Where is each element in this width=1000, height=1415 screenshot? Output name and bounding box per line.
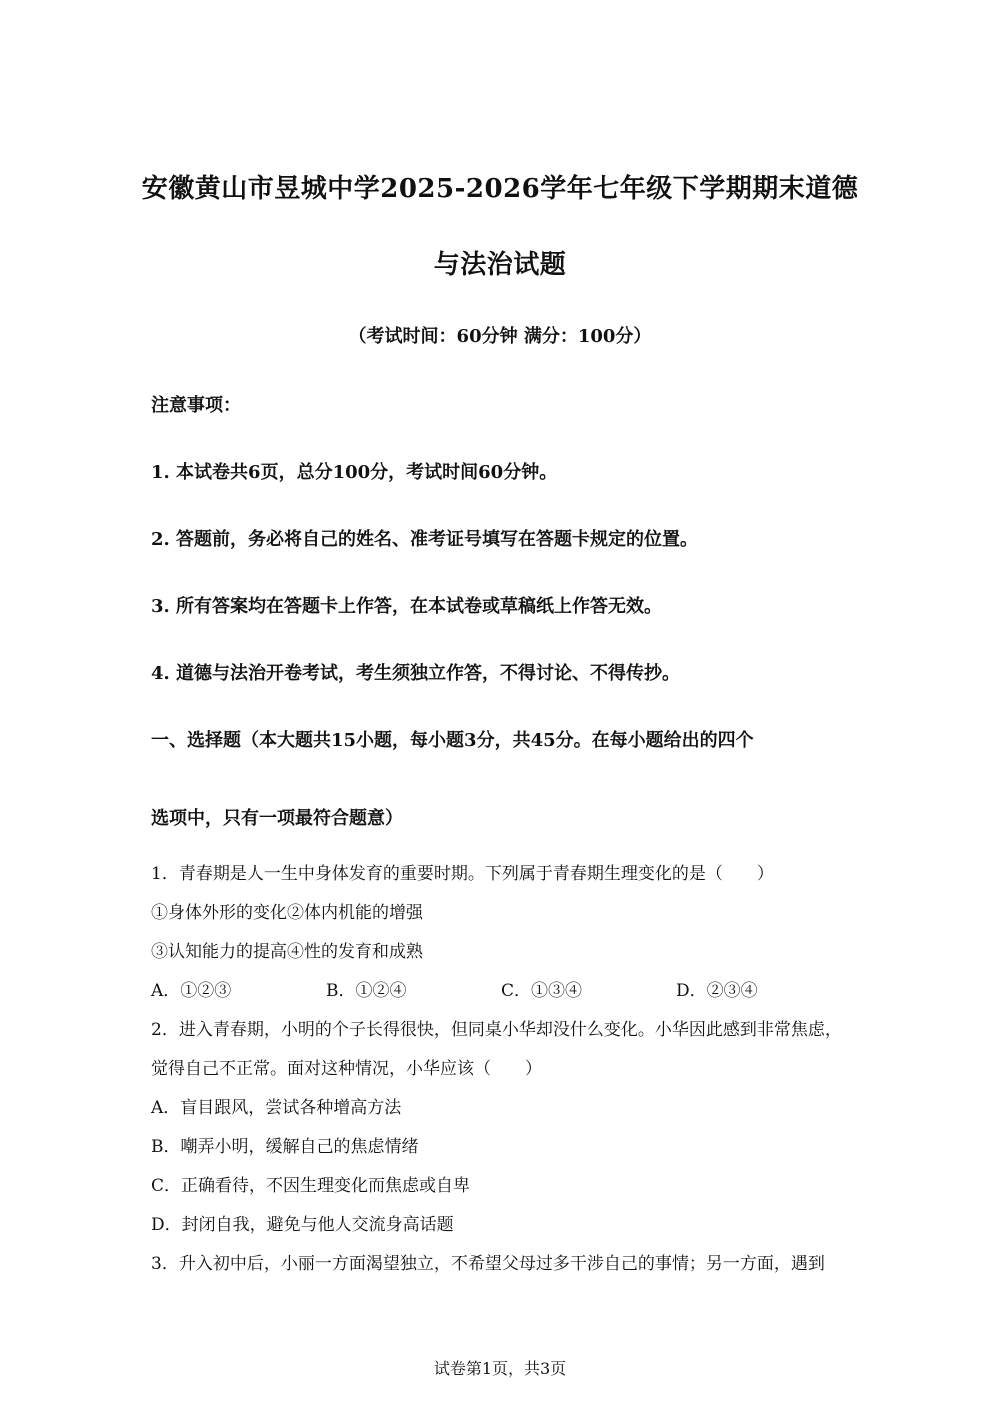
q1-items-line1: ①身体外形的变化②体内机能的增强 xyxy=(151,903,423,923)
notice-item-1: 1. 本试卷共6页，总分100分，考试时间60分钟。 xyxy=(151,462,558,483)
q2-stem-line1: 2．进入青春期，小明的个子长得很快，但同桌小华却没什么变化。小华因此感到非常焦虑， xyxy=(151,1020,842,1040)
page-footer: 试卷第1页，共3页 xyxy=(433,1359,567,1378)
q1-option-a: A．①②③ xyxy=(151,981,232,1001)
q1-items-line2: ③认知能力的提高④性的发育和成熟 xyxy=(151,942,423,962)
q1-option-b: B．①②④ xyxy=(326,981,407,1001)
q2-stem-line2: 觉得自己不正常。面对这种情况，小华应该（ ） xyxy=(151,1059,542,1079)
q3-stem-line1: 3．升入初中后，小丽一方面渴望独立，不希望父母过多干涉自己的事情；另一方面，遇到 xyxy=(151,1254,825,1274)
exam-title-line2: 与法治试题 xyxy=(433,250,567,280)
notice-item-2: 2. 答题前，务必将自己的姓名、准考证号填写在答题卡规定的位置。 xyxy=(151,529,699,550)
q1-stem: 1．青春期是人一生中身体发育的重要时期。下列属于青春期生理变化的是（ ） xyxy=(151,864,774,884)
q1-option-d: D．②③④ xyxy=(676,981,758,1001)
q1-option-c: C．①③④ xyxy=(501,981,583,1001)
q2-option-b: B．嘲弄小明，缓解自己的焦虑情绪 xyxy=(151,1137,419,1157)
notice-item-4: 4. 道德与法治开卷考试，考生须独立作答，不得讨论、不得传抄。 xyxy=(151,663,681,684)
exam-info: （考试时间：60分钟 满分：100分） xyxy=(348,326,652,347)
section-heading-line2: 选项中，只有一项最符合题意） xyxy=(151,808,403,829)
section-heading-line1: 一、选择题（本大题共15小题，每小题3分，共45分。在每小题给出的四个 xyxy=(151,730,754,751)
notice-heading: 注意事项： xyxy=(151,395,241,416)
exam-title-line1: 安徽黄山市昱城中学2025-2026学年七年级下学期期末道德 xyxy=(141,174,859,204)
q2-option-d: D．封闭自我，避免与他人交流身高话题 xyxy=(151,1215,454,1235)
q2-option-c: C．正确看待，不因生理变化而焦虑或自卑 xyxy=(151,1176,471,1196)
q2-option-a: A．盲目跟风，尝试各种增高方法 xyxy=(151,1098,402,1118)
notice-item-3: 3. 所有答案均在答题卡上作答，在本试卷或草稿纸上作答无效。 xyxy=(151,596,663,617)
